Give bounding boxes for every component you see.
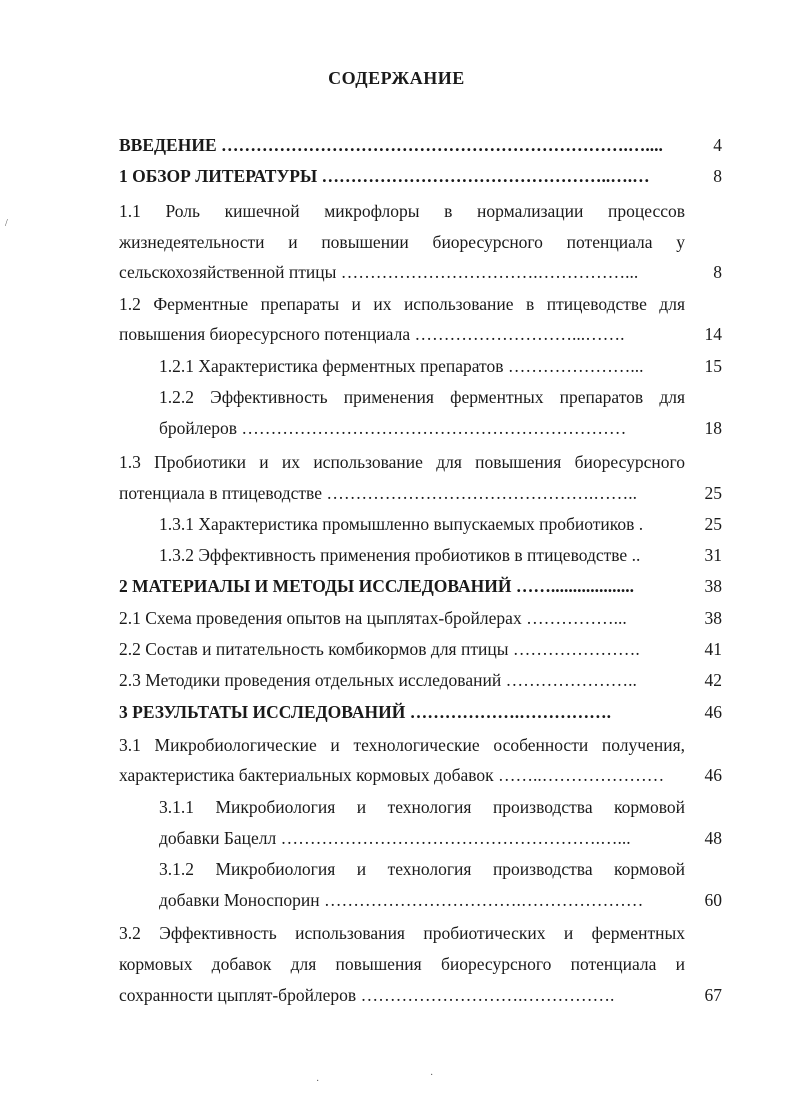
toc-entry-chapter-1 xyxy=(0,163,793,189)
toc-entry-intro xyxy=(0,132,793,158)
toc-entry-2-3 xyxy=(0,667,793,693)
toc-entry-text: 1.3 Пробиотики и их использование для повышения биоресурсного xyxy=(119,452,685,472)
toc-entry-1-3-end xyxy=(0,480,793,506)
toc-entry-text: сохранности цыплят-бройлеров ……………………….……………. xyxy=(119,985,615,1005)
toc-entry-text: 1.2 Ферментные препараты и их использование в птицеводстве для xyxy=(119,294,685,314)
toc-entry-text: кормовых добавок для повышения биоресурсного потенциала и xyxy=(119,954,685,974)
toc-page-number: 41 xyxy=(704,639,722,659)
toc-entry-1-1-cont xyxy=(0,229,793,255)
toc-entry-text: 2.3 Методики проведения отдельных исследований ………………….. xyxy=(119,670,637,690)
toc-entry-1-2-2 xyxy=(0,384,793,410)
toc-page-number: 67 xyxy=(704,985,722,1005)
toc-page-number: 46 xyxy=(704,702,722,722)
toc-entry-1-3-2 xyxy=(0,542,793,568)
toc-entry-text: 1 ОБЗОР ЛИТЕРАТУРЫ …………………………………………..….… xyxy=(119,166,650,186)
toc-entry-1-1-end xyxy=(0,259,793,285)
toc-entry-1-3 xyxy=(0,449,793,475)
toc-entry-text: добавки Бацелл ……………………………………………….…... xyxy=(159,828,631,848)
toc-entry-text: добавки Моноспорин …………………………….………………… xyxy=(159,890,644,910)
toc-entry-text: 3 РЕЗУЛЬТАТЫ ИССЛЕДОВАНИЙ ……………….……………. xyxy=(119,702,611,722)
scan-speck: · xyxy=(430,1070,434,1081)
toc-entry-3-1-1 xyxy=(0,794,793,820)
scan-speck: · xyxy=(316,1076,320,1087)
toc-page-number: 60 xyxy=(704,890,722,910)
toc-entry-text: 3.1.1 Микробиология и технология производства кормовой xyxy=(159,797,685,817)
toc-entry-3-1-end xyxy=(0,762,793,788)
toc-entry-1-2-1 xyxy=(0,353,793,379)
toc-entry-text: 2.2 Состав и питательность комбикормов для птицы …………………. xyxy=(119,639,640,659)
toc-page-number: 42 xyxy=(704,670,722,690)
toc-page-number: 4 xyxy=(713,135,722,155)
toc-page-number: 14 xyxy=(704,324,722,344)
page-title: СОДЕРЖАНИЕ xyxy=(328,68,465,88)
toc-entry-text: повышения биоресурсного потенциала ………………………...……. xyxy=(119,324,625,344)
toc-entry-3-2-cont xyxy=(0,951,793,977)
toc-entry-text: 3.1 Микробиологические и технологические особенности получения, xyxy=(119,735,685,755)
toc-entry-text: 1.3.1 Характеристика промышленно выпускаемых пробиотиков . xyxy=(159,514,644,534)
toc-entry-3-2 xyxy=(0,920,793,946)
toc-entry-text: 3.2 Эффективность использования пробиотических и ферментных xyxy=(119,923,685,943)
toc-page-number: 46 xyxy=(704,765,722,785)
toc-entry-text: 1.2.2 Эффективность применения ферментных препаратов для xyxy=(159,387,685,407)
toc-page-number: 18 xyxy=(704,418,722,438)
toc-entry-text: характеристика бактериальных кормовых добавок ……..………………… xyxy=(119,765,665,785)
toc-page-number: 8 xyxy=(713,166,722,186)
toc-entry-text: потенциала в птицеводстве ……………………………………….…….. xyxy=(119,483,637,503)
toc-page-number: 8 xyxy=(713,262,722,282)
toc-page-number: 31 xyxy=(704,545,722,565)
toc-entry-text: 2 МАТЕРИАЛЫ И МЕТОДЫ ИССЛЕДОВАНИЙ ……................... xyxy=(119,576,634,596)
toc-entry-2-1 xyxy=(0,605,793,631)
toc-entry-text: сельскохозяйственной птицы …………………………….……………... xyxy=(119,262,639,282)
toc-entry-1-2 xyxy=(0,291,793,317)
toc-page-number: 15 xyxy=(704,356,722,376)
toc-entry-3-2-end xyxy=(0,982,793,1008)
toc-entry-3-1-1-end xyxy=(0,825,793,851)
toc-page-number: 48 xyxy=(704,828,722,848)
toc-entry-text: 1.3.2 Эффективность применения пробиотиков в птицеводстве .. xyxy=(159,545,641,565)
toc-entry-1-1 xyxy=(0,198,793,224)
toc-entry-1-2-2-end xyxy=(0,415,793,441)
toc-entry-3-1-2-end xyxy=(0,887,793,913)
toc-entry-text: 1.2.1 Характеристика ферментных препаратов …………………... xyxy=(159,356,644,376)
toc-entry-text: 3.1.2 Микробиология и технология производства кормовой xyxy=(159,859,685,879)
toc-entry-chapter-2 xyxy=(0,573,793,599)
toc-page-number: 25 xyxy=(704,483,722,503)
toc-entry-text: жизнедеятельности и повышении биоресурсного потенциала у xyxy=(119,232,685,252)
toc-entry-3-1 xyxy=(0,732,793,758)
toc-entry-text: 1.1 Роль кишечной микрофлоры в нормализации процессов xyxy=(119,201,685,221)
toc-entry-text: бройлеров ………………………………………………………… xyxy=(159,418,627,438)
toc-entry-2-2 xyxy=(0,636,793,662)
scan-speck: / xyxy=(5,218,8,229)
toc-page-number: 38 xyxy=(704,576,722,596)
toc-entry-1-3-1 xyxy=(0,511,793,537)
toc-entry-text: 2.1 Схема проведения опытов на цыплятах-бройлерах ……………... xyxy=(119,608,627,628)
toc-entry-chapter-3 xyxy=(0,699,793,725)
toc-entry-text: ВВЕДЕНИЕ …………………………………………………………….….... xyxy=(119,135,663,155)
toc-page-number: 25 xyxy=(704,514,722,534)
toc-page-number: 38 xyxy=(704,608,722,628)
toc-entry-1-2-end xyxy=(0,321,793,347)
toc-entry-3-1-2 xyxy=(0,856,793,882)
